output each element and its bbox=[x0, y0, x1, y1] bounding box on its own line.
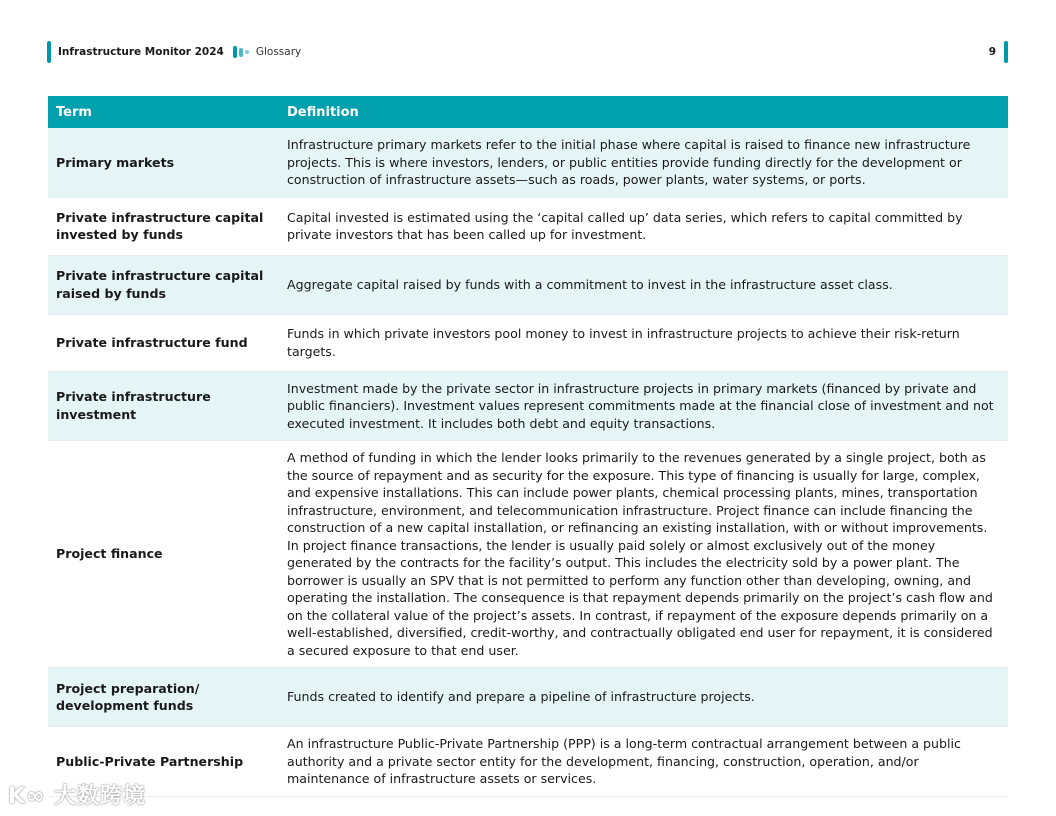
term-cell: Primary markets bbox=[48, 128, 279, 197]
table-row bbox=[48, 371, 1008, 441]
definition-cell: Funds created to identify and prepare a pipeline of infrastructure projects. bbox=[279, 668, 1008, 727]
table-row bbox=[48, 255, 1008, 314]
table-row bbox=[48, 128, 1008, 197]
page-number: 9 bbox=[988, 46, 996, 58]
watermark-logo: K∞ 大数跨境 bbox=[8, 784, 147, 809]
definition-cell: Capital invested is estimated using the ‘capital called up’ data series, which refers to capital committed by private investors that has been called up for investment. bbox=[279, 197, 1008, 255]
section-name: Glossary bbox=[255, 46, 302, 58]
definition-cell: Funds in which private investors pool money to invest in infrastructure projects to achieve their risk-return targets. bbox=[279, 314, 1008, 371]
column-header-definition: Definition bbox=[279, 96, 1008, 128]
term-cell: Private infrastructure fund bbox=[48, 314, 279, 371]
table-row bbox=[48, 314, 1008, 371]
table-row bbox=[48, 727, 1008, 797]
report-title: Infrastructure Monitor 2024 bbox=[58, 46, 224, 58]
term-cell: Project preparation/ development funds bbox=[48, 668, 279, 727]
column-header-term: Term bbox=[48, 96, 279, 128]
definition-cell: An infrastructure Public-Private Partnership (PPP) is a long-term contractual arrangement between a public authority and a private sector entity for the development, financing, construction, operation, and/or maintenance of infrastructure assets or services. bbox=[279, 727, 1008, 797]
table-row bbox=[48, 441, 1008, 668]
table-row bbox=[48, 668, 1008, 727]
term-cell: Public-Private Partnership bbox=[48, 727, 279, 797]
term-cell: Private infrastructure capital raised by funds bbox=[48, 255, 279, 314]
definition-cell: A method of funding in which the lender looks primarily to the revenues generated by a single project, both as the source of repayment and as security for the exposure. This type of financing is usually for large, complex, and expensive installations. This can include power plants, chemical processing plants, mines, transportation infrastructure, environment, and telecommunication infrastructure. Project finance can include financing the construction of a new capital installation, or refinancing an existing installation, with or without improvements. In project finance transactions, the lender is usually paid solely or almost exclusively out of the money generated by the contracts for the facility’s output. This includes the electricity sold by a power plant. The borrower is usually an SPV that is not permitted to perform any function other than developing, owning, and operating the installation. The consequence is that repayment depends primarily on the project’s cash flow and on the collateral value of the project’s assets. In contrast, if repayment of the exposure depends primarily on a well-established, diversified, credit-worthy, and contractually obligated end user for repayment, it is considered a secured exposure to that end user. bbox=[279, 441, 1008, 668]
breadcrumb-separator-icon bbox=[233, 46, 249, 58]
accent-bar-right bbox=[1004, 41, 1008, 63]
definition-cell: Investment made by the private sector in infrastructure projects in primary markets (financed by private and public financiers). Investment values represent commitments made at the financial close of investment and not executed investment. It includes both debt and equity transactions. bbox=[279, 371, 1008, 441]
term-cell: Project finance bbox=[48, 441, 279, 668]
definition-cell: Aggregate capital raised by funds with a commitment to invest in the infrastructure asset class. bbox=[279, 255, 1008, 314]
table-row bbox=[48, 197, 1008, 255]
term-cell: Private infrastructure investment bbox=[48, 371, 279, 441]
glossary-table bbox=[48, 96, 1008, 797]
definition-cell: Infrastructure primary markets refer to the initial phase where capital is raised to finance new infrastructure projects. This is where investors, lenders, or public entities provide funding directly for the development or construction of infrastructure assets—such as roads, power plants, water systems, or ports. bbox=[279, 128, 1008, 197]
accent-bar bbox=[47, 41, 51, 63]
term-cell: Private infrastructure capital invested by funds bbox=[48, 197, 279, 255]
page-header bbox=[47, 40, 1008, 64]
